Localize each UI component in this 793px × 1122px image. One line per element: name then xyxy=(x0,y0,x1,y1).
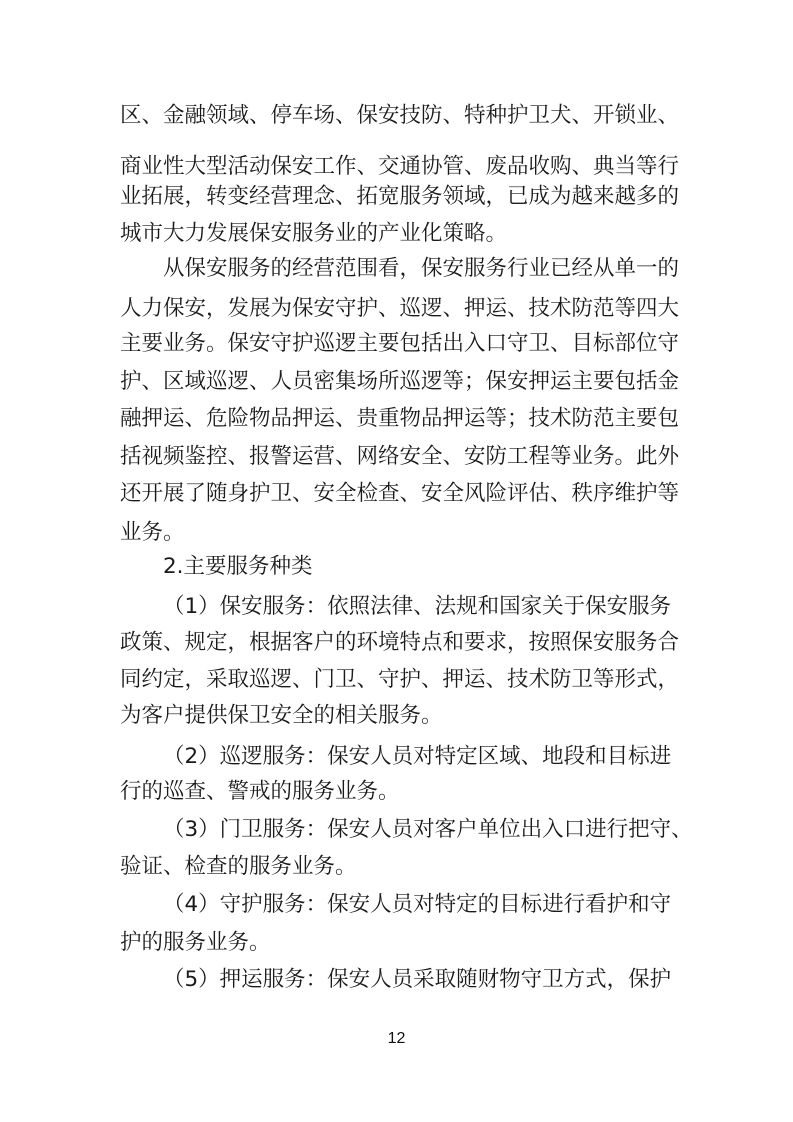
text-line: 验证、检查的服务业务。 xyxy=(120,854,357,879)
paragraph-first-line: （2）巡逻服务：保安人员对特定区域、地段和目标进 xyxy=(163,744,672,769)
text-line: 护、区域巡逻、人员密集场所巡逻等；保安押运主要包括金 xyxy=(120,369,680,394)
text-line: 融押运、危险物品押运、贵重物品押运等；技术防范主要包 xyxy=(120,406,680,431)
page-number: 12 xyxy=(387,1030,406,1047)
paragraph-first-line: （3）门卫服务：保安人员对客户单位出入口进行把守、 xyxy=(163,817,693,842)
section-heading: 2.主要服务种类 xyxy=(163,554,313,579)
text-line: 业务。 xyxy=(120,520,185,545)
paragraph-first-line: （5）押运服务：保安人员采取随财物守卫方式，保护 xyxy=(163,967,672,992)
text-line: 城市大力发展保安服务业的产业化策略。 xyxy=(120,221,508,246)
text-line: 括视频鉴控、报警运营、网络安全、安防工程等业务。此外 xyxy=(120,444,680,469)
text-line: 区、金融领域、停车场、保安技防、特种护卫犬、开锁业、 xyxy=(120,103,680,128)
text-line: 行的巡查、警戒的服务业务。 xyxy=(120,779,400,804)
text-line: 政策、规定，根据客户的环境特点和要求，按照保安服务合 xyxy=(120,630,680,655)
text-line: 主要业务。保安守护巡逻主要包括出入口守卫、目标部位守 xyxy=(120,331,680,356)
text-line: 同约定，采取巡逻、门卫、守护、押运、技术防卫等形式， xyxy=(120,667,680,692)
paragraph-first-line: 从保安服务的经营范围看，保安服务行业已经从单一的 xyxy=(163,256,680,281)
text-line: 业拓展，转变经营理念、拓宽服务领域，已成为越来越多的 xyxy=(120,184,680,209)
text-line: 护的服务业务。 xyxy=(120,930,271,955)
text-line: 还开展了随身护卫、安全检查、安全风险评估、秩序维护等 xyxy=(120,481,680,506)
text-line: 商业性大型活动保安工作、交通协管、废品收购、典当等行 xyxy=(120,154,680,179)
text-line: 为客户提供保卫安全的相关服务。 xyxy=(120,703,443,728)
paragraph-first-line: （4）守护服务：保安人员对特定的目标进行看护和守 xyxy=(163,892,672,917)
text-line: 人力保安，发展为保安守护、巡逻、押运、技术防范等四大 xyxy=(120,296,680,321)
paragraph-first-line: （1）保安服务：依照法律、法规和国家关于保安服务 xyxy=(163,594,672,619)
